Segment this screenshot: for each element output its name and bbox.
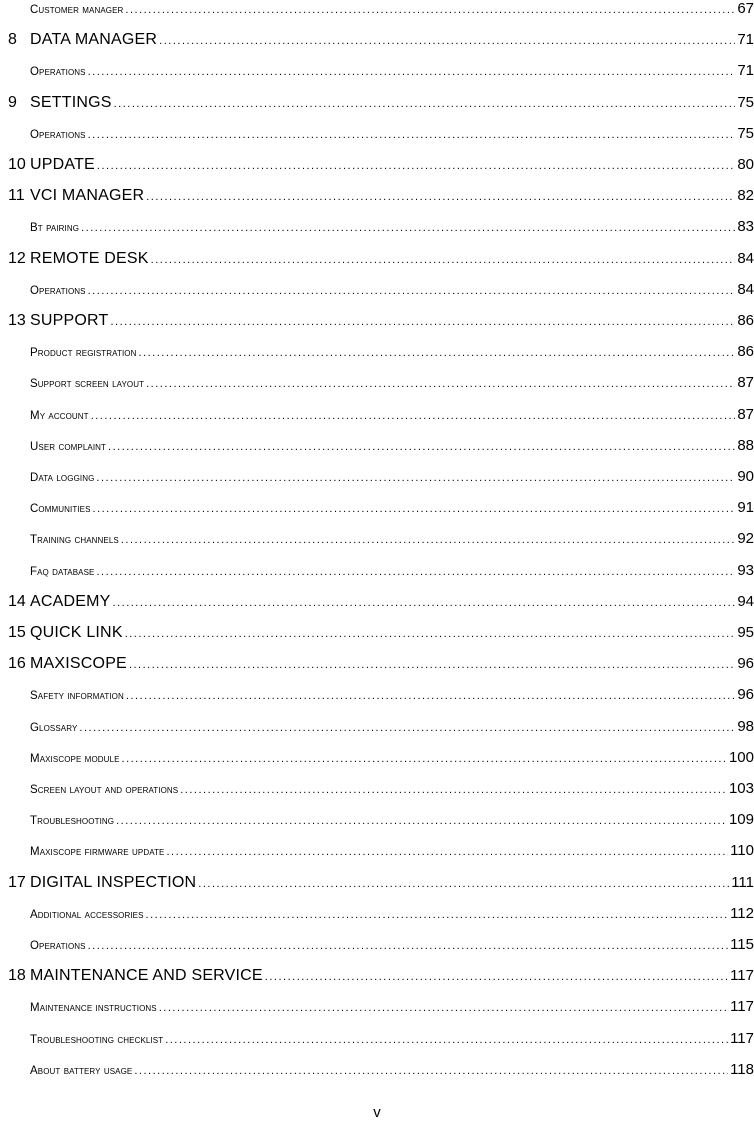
toc-entry-title: Safety information [30, 690, 124, 703]
toc-chapter-number: 8 [8, 31, 17, 49]
toc-dot-leader [146, 909, 729, 921]
toc-dot-leader [88, 940, 728, 952]
toc-entry-title: Additional accessories [30, 908, 144, 921]
toc-chapter-number: 9 [8, 93, 17, 111]
toc-page-number: 87 [737, 374, 754, 392]
toc-section-entry[interactable] [30, 62, 754, 86]
toc-section-entry[interactable] [30, 468, 754, 492]
toc-dot-leader [97, 160, 735, 172]
toc-dot-leader [159, 35, 735, 47]
toc-entry-title: QUICK LINK [30, 624, 123, 641]
toc-entry-title: User complaint [30, 440, 107, 453]
toc-page-number: 71 [737, 62, 754, 80]
toc-dot-leader [108, 441, 735, 453]
toc-entry-title: About battery usage [30, 1064, 133, 1077]
toc-entry-title: Troubleshooting [30, 815, 115, 828]
toc-dot-leader [180, 784, 727, 796]
toc-entry-title: Training channels [30, 534, 119, 547]
toc-chapter-entry[interactable] [8, 250, 754, 274]
toc-section-entry[interactable] [30, 406, 754, 430]
toc-chapter-entry[interactable] [8, 187, 754, 211]
toc-dot-leader [151, 254, 736, 266]
toc-entry-title: Data logging [30, 472, 95, 484]
toc-page-number: 94 [737, 592, 754, 610]
toc-section-entry[interactable] [30, 842, 754, 866]
toc-entry-title: Customer manager [30, 4, 124, 16]
toc-page-number: 84 [737, 249, 754, 267]
toc-chapter-number: 12 [8, 249, 26, 267]
toc-page-number: 86 [737, 312, 754, 329]
toc-section-entry[interactable] [30, 562, 754, 586]
toc-dot-leader [139, 347, 736, 359]
toc-entry-title: Troubleshooting checklist [30, 1033, 164, 1046]
toc-chapter-entry[interactable] [8, 624, 754, 648]
toc-page-number: 95 [737, 624, 754, 641]
toc-entry-title: SETTINGS [30, 93, 112, 111]
toc-entry-title: MAXISCOPE [30, 655, 127, 673]
toc-section-entry[interactable] [30, 218, 754, 242]
toc-entry-title: Faq database [30, 565, 95, 578]
toc-dot-leader [96, 472, 735, 484]
toc-dot-leader [91, 410, 736, 422]
toc-dot-leader [146, 378, 735, 390]
toc-section-entry[interactable] [30, 1030, 754, 1054]
toc-page-number: 91 [737, 499, 754, 517]
toc-chapter-entry[interactable] [8, 94, 754, 118]
toc-entry-title: Operations [30, 940, 86, 952]
toc-entry-title: UPDATE [30, 156, 95, 173]
toc-chapter-number: 18 [8, 967, 26, 985]
toc-chapter-entry[interactable] [8, 31, 754, 55]
toc-dot-leader [126, 690, 735, 702]
toc-chapter-number: 15 [8, 624, 26, 641]
toc-page-number: 117 [730, 967, 754, 985]
toc-section-entry[interactable] [30, 374, 754, 398]
toc-page-number: 82 [737, 187, 754, 205]
toc-page-number: 80 [737, 156, 754, 173]
toc-dot-leader [79, 722, 735, 734]
toc-page-number: 96 [737, 655, 754, 673]
toc-page-number: 110 [730, 842, 754, 860]
toc-dot-leader [125, 628, 736, 640]
toc-entry-title: Bt pairing [30, 222, 80, 235]
toc-section-entry[interactable] [30, 343, 754, 367]
toc-page-number: 115 [730, 936, 754, 953]
toc-dot-leader [146, 191, 735, 203]
toc-dot-leader [116, 815, 727, 827]
toc-section-entry[interactable] [30, 0, 754, 24]
toc-dot-leader [81, 222, 735, 234]
toc-entry-title: Maxiscope module [30, 752, 120, 765]
toc-entry-title: REMOTE DESK [30, 249, 149, 267]
toc-section-entry[interactable] [30, 530, 754, 554]
toc-page-number: 96 [737, 686, 754, 704]
toc-dot-leader [165, 1034, 728, 1046]
toc-dot-leader [88, 66, 736, 78]
toc-section-entry[interactable] [30, 998, 754, 1022]
toc-dot-leader [110, 316, 735, 328]
toc-chapter-entry[interactable] [8, 655, 754, 679]
toc-dot-leader [265, 971, 728, 983]
toc-dot-leader [122, 753, 727, 765]
toc-dot-leader [88, 129, 736, 141]
toc-chapter-number: 13 [8, 312, 26, 329]
toc-entry-title: Screen layout and operations [30, 784, 179, 796]
toc-dot-leader [134, 1065, 728, 1077]
toc-page-number: 75 [737, 124, 754, 142]
toc-page-number: 118 [730, 1060, 754, 1078]
toc-page-number: 117 [730, 1029, 754, 1047]
toc-chapter-entry[interactable] [8, 967, 754, 991]
toc-entry-title: DATA MANAGER [30, 31, 158, 49]
toc-page-number: 67 [737, 0, 754, 17]
toc-entry-title: Operations [30, 284, 86, 297]
toc-page-number: 93 [737, 561, 754, 579]
page-number: v [373, 1104, 381, 1121]
toc-dot-leader [88, 285, 736, 297]
toc-section-entry[interactable] [30, 1061, 754, 1085]
toc-page-number: 100 [728, 748, 754, 766]
toc-page-number: 83 [737, 218, 754, 236]
toc-section-entry[interactable] [30, 686, 754, 710]
toc-section-entry[interactable] [30, 749, 754, 773]
toc-page-number: 111 [731, 873, 754, 891]
toc-page-number: 90 [737, 468, 754, 485]
toc-page-number: 117 [730, 998, 754, 1016]
toc-entry-title: Product registration [30, 347, 137, 360]
toc-entry-title: DIGITAL INSPECTION [30, 873, 197, 891]
toc-page-number: 84 [737, 280, 754, 298]
toc-entry-title: Maxiscope firmware update [30, 846, 165, 859]
toc-section-entry[interactable] [30, 718, 754, 742]
toc-page-number: 98 [737, 717, 754, 735]
toc-chapter-number: 10 [8, 156, 26, 173]
toc-entry-title: SUPPORT [30, 312, 109, 329]
toc-entry-title: VCI MANAGER [30, 187, 145, 205]
toc-dot-leader [129, 659, 735, 671]
toc-section-entry[interactable] [30, 936, 754, 960]
toc-page-number: 87 [737, 405, 754, 423]
toc-page-number: 86 [737, 343, 754, 361]
toc-entry-title: MAINTENANCE AND SERVICE [30, 967, 263, 985]
toc-section-entry[interactable] [30, 281, 754, 305]
toc-page-number: 71 [737, 31, 754, 49]
toc-dot-leader [198, 878, 729, 890]
toc-entry-title: Communities [30, 503, 91, 516]
toc-section-entry[interactable] [30, 125, 754, 149]
toc-chapter-entry[interactable] [8, 874, 754, 898]
toc-section-entry[interactable] [30, 905, 754, 929]
toc-chapter-number: 17 [8, 873, 26, 891]
toc-dot-leader [125, 4, 735, 16]
toc-page-number: 75 [737, 93, 754, 111]
toc-section-entry[interactable] [30, 811, 754, 835]
toc-entry-title: Operations [30, 128, 86, 141]
toc-dot-leader [96, 566, 735, 578]
toc-chapter-number: 11 [8, 187, 25, 205]
toc-dot-leader [93, 503, 736, 515]
toc-dot-leader [113, 597, 736, 609]
toc-entry-title: ACADEMY [30, 592, 111, 610]
toc-chapter-number: 16 [8, 655, 26, 673]
toc-entry-title: My account [30, 409, 89, 422]
toc-chapter-number: 14 [8, 592, 26, 610]
toc-section-entry[interactable] [30, 437, 754, 461]
toc-chapter-entry[interactable] [8, 156, 754, 180]
toc-entry-title: Maintenance instructions [30, 1002, 157, 1015]
toc-dot-leader [167, 846, 729, 858]
toc-dot-leader [121, 534, 735, 546]
toc-section-entry[interactable] [30, 499, 754, 523]
toc-page-number: 103 [728, 780, 754, 797]
toc-chapter-entry[interactable] [8, 312, 754, 336]
toc-dot-leader [114, 98, 736, 110]
toc-entry-title: Operations [30, 66, 86, 79]
toc-page-number: 109 [728, 811, 754, 829]
toc-chapter-entry[interactable] [8, 593, 754, 617]
toc-dot-leader [159, 1002, 728, 1014]
toc-page-number: 88 [737, 436, 754, 454]
toc-page-number: 92 [737, 530, 754, 548]
toc-entry-title: Support screen layout [30, 378, 145, 391]
toc-section-entry[interactable] [30, 780, 754, 804]
toc-entry-title: Glossary [30, 721, 78, 734]
toc-page-number: 112 [730, 904, 754, 922]
